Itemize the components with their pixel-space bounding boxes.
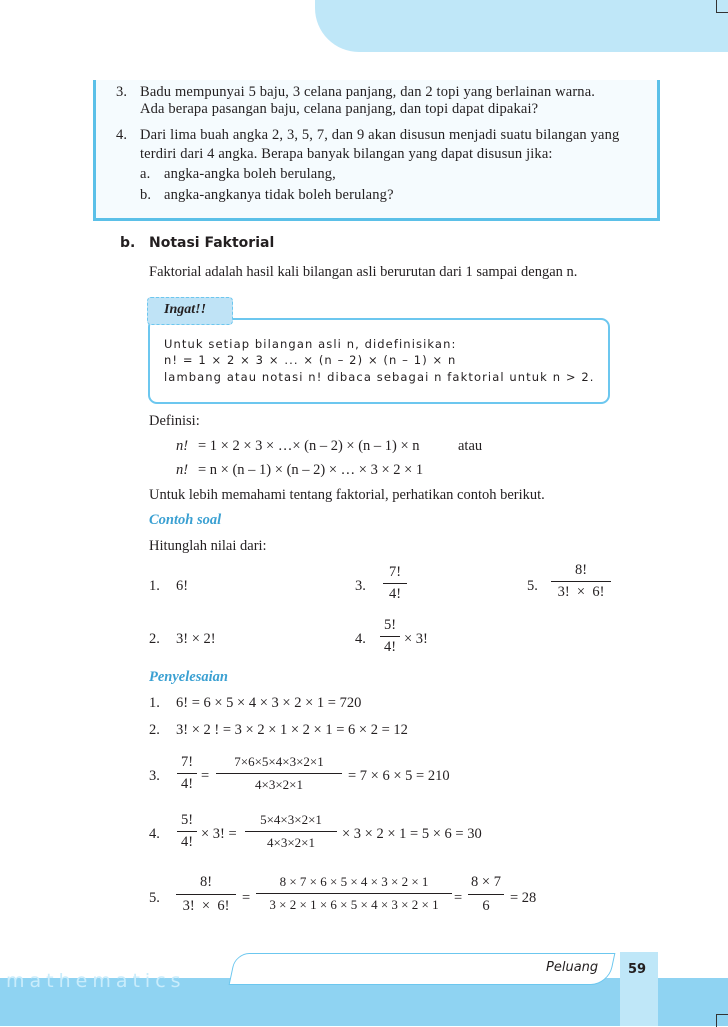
question-expression: 6! [176, 578, 189, 594]
definition-rhs: = n × (n – 1) × (n – 2) × … × 3 × 2 × 1 [198, 462, 424, 478]
fraction-numerator: 8 × 7 × 6 × 5 × 4 × 3 × 2 × 1 [279, 874, 429, 889]
fraction-numerator: 5! [180, 812, 194, 828]
fraction-bar [245, 831, 337, 832]
question-number: 5. [527, 578, 538, 594]
definition-rhs: = 1 × 2 × 3 × …× (n – 2) × (n – 1) × n [198, 438, 420, 454]
question-expression: × 3! [404, 631, 428, 647]
question-number: 4. [355, 631, 366, 647]
solution-expression: × 3! = [201, 826, 237, 842]
fraction-denominator: 3! × 6! [557, 584, 605, 600]
reminder-line: lambang atau notasi n! dibaca sebagai n faktorial untuk n > 2. [164, 370, 595, 384]
top-decor-band [315, 0, 728, 52]
crop-mark [716, 1014, 728, 1027]
exercise-number: 3. [116, 84, 128, 100]
exercise-number: 4. [116, 127, 128, 143]
page-number: 59 [628, 962, 647, 977]
solution-fraction [256, 874, 452, 913]
fraction-numerator: 7! [388, 564, 402, 580]
definition-label: Definisi: [149, 413, 200, 429]
reminder-line: Untuk setiap bilangan asli n, didefinisikan: [164, 337, 457, 351]
solution-fraction [216, 754, 342, 793]
definition-lhs: n! [176, 438, 189, 454]
fraction-bar [176, 894, 236, 895]
fraction-denominator: 3! × 6! [182, 898, 230, 914]
fraction-numerator: 8 × 7 [471, 874, 501, 890]
exercise-sub-label: a. [140, 166, 151, 182]
fraction-numerator: 7! [180, 754, 194, 770]
question-expression: 3! × 2! [176, 631, 216, 647]
example-prompt: Hitunglah nilai dari: [149, 538, 267, 554]
fraction-numerator: 5×4×3×2×1 [260, 812, 322, 827]
fraction-numerator: 8! [199, 874, 213, 890]
question-fraction [551, 562, 611, 601]
exercise-text: Badu mempunyai 5 baju, 3 celana panjang, dan 2 topi yang berlainan warna. [140, 84, 596, 100]
footer-watermark: mathematics [6, 970, 186, 992]
fraction-denominator: 3 × 2 × 1 × 6 × 5 × 4 × 3 × 2 × 1 [269, 897, 439, 912]
solution-expression: = 7 × 6 × 5 = 210 [348, 768, 450, 784]
fraction-numerator: 8! [574, 562, 588, 578]
exercise-text: terdiri dari 4 angka. Berapa banyak bilangan yang dapat disusun jika: [140, 146, 553, 162]
fraction-bar [177, 831, 197, 832]
exercise-text: Dari lima buah angka 2, 3, 5, 7, dan 9 akan disusun menjadi suatu bilangan yang [140, 127, 620, 143]
fraction-bar [551, 581, 611, 582]
fraction-bar [380, 636, 400, 637]
question-number: 3. [355, 578, 366, 594]
solution-expression: 6! = 6 × 5 × 4 × 3 × 2 × 1 = 720 [176, 695, 362, 711]
exercise-sub-text: angka-angkanya tidak boleh berulang? [164, 187, 394, 203]
definition-tail: atau [458, 438, 483, 454]
example-intro: Untuk lebih memahami tentang faktorial, perhatikan contoh berikut. [149, 487, 545, 503]
definition-lhs: n! [176, 462, 189, 478]
fraction-bar [216, 773, 342, 774]
solution-number: 4. [149, 826, 160, 842]
section-title: Notasi Faktorial [149, 235, 275, 251]
exercise-sub-text: angka-angka boleh berulang, [164, 166, 336, 182]
solution-fraction [245, 812, 337, 851]
solution-number: 3. [149, 768, 160, 784]
question-number: 1. [149, 578, 160, 594]
solution-number: 2. [149, 722, 160, 738]
solution-expression: × 3 × 2 × 1 = 5 × 6 = 30 [342, 826, 482, 842]
fraction-bar [383, 583, 407, 584]
fraction-denominator: 4! [180, 834, 194, 850]
fraction-denominator: 4×3×2×1 [267, 835, 315, 850]
reminder-title: Ingat!! [164, 302, 207, 317]
exercise-sub-label: b. [140, 187, 152, 203]
fraction-numerator: 5! [383, 617, 397, 633]
solution-expression: 3! × 2 ! = 3 × 2 × 1 × 2 × 1 = 6 × 2 = 12 [176, 722, 408, 738]
question-number: 2. [149, 631, 160, 647]
fraction-denominator: 4! [388, 586, 402, 602]
solution-fraction [177, 754, 197, 793]
fraction-denominator: 4! [180, 776, 194, 792]
solution-number: 5. [149, 890, 160, 906]
exercise-text: Ada berapa pasangan baju, celana panjang, dan topi dapat dipakai? [140, 101, 539, 117]
solution-fraction [176, 874, 236, 915]
solution-number: 1. [149, 695, 160, 711]
fraction-bar [468, 894, 504, 895]
solution-fraction [468, 874, 504, 915]
crop-mark [716, 0, 728, 13]
section-label: b. [120, 235, 136, 251]
fraction-denominator: 6 [482, 898, 490, 914]
equals-sign: = [201, 768, 210, 784]
solution-expression: = 28 [510, 890, 537, 906]
fraction-denominator: 4×3×2×1 [255, 777, 303, 792]
example-title: Contoh soal [149, 512, 222, 528]
equals-sign: = [242, 890, 251, 906]
solution-fraction [177, 812, 197, 851]
fraction-bar [256, 893, 452, 894]
equals-sign: = [454, 890, 463, 906]
fraction-denominator: 4! [383, 639, 397, 655]
section-intro: Faktorial adalah hasil kali bilangan asli berurutan dari 1 sampai dengan n. [149, 264, 578, 280]
fraction-numerator: 7×6×5×4×3×2×1 [234, 754, 324, 769]
question-fraction [383, 564, 407, 603]
solution-title: Penyelesaian [149, 669, 228, 685]
footer-chapter: Peluang [546, 960, 599, 975]
reminder-line: n! = 1 × 2 × 3 × ... × (n – 2) × (n – 1) × n [164, 353, 457, 367]
question-fraction [380, 617, 400, 656]
fraction-bar [177, 773, 197, 774]
